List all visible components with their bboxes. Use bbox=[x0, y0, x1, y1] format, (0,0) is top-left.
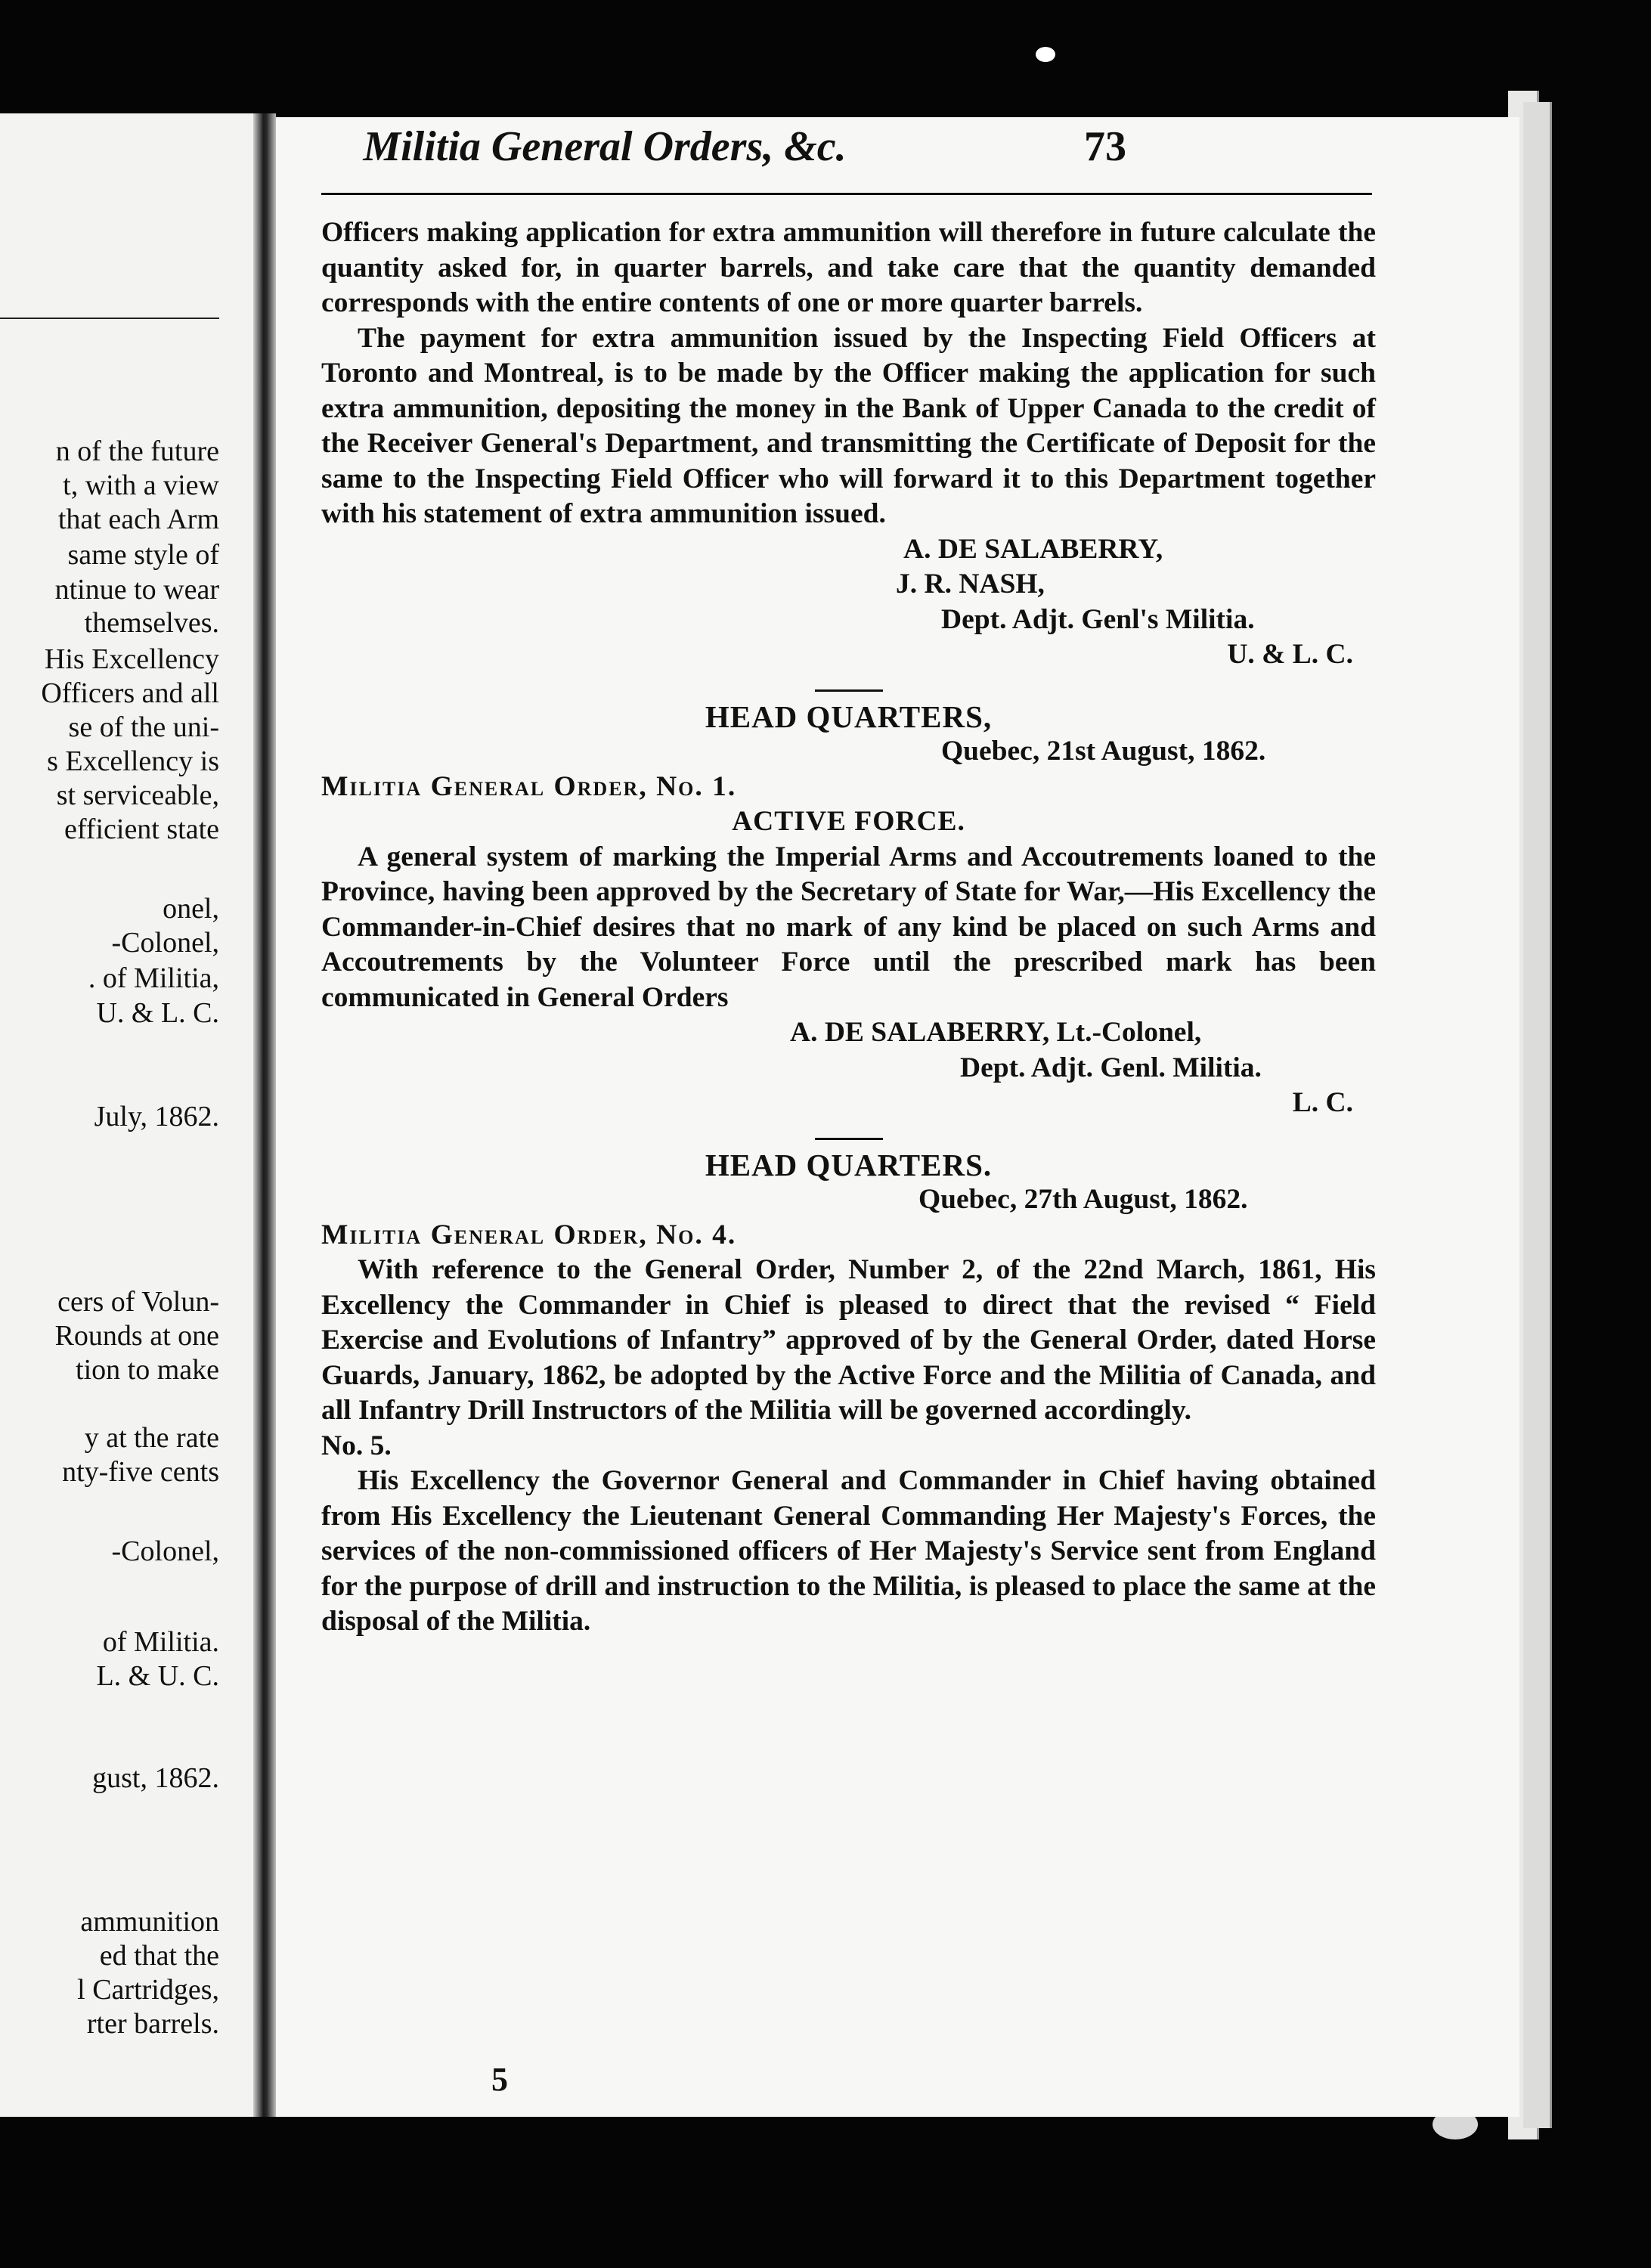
left-page-line: His Excellency bbox=[44, 643, 219, 675]
paper-speck bbox=[1036, 47, 1055, 62]
left-page-line: -Colonel, bbox=[111, 927, 219, 959]
left-page-line: themselves. bbox=[84, 607, 219, 639]
left-page-rule bbox=[0, 318, 219, 319]
left-page-line: ed that the bbox=[99, 1940, 219, 1972]
subheading-active-force: ACTIVE FORCE. bbox=[732, 806, 965, 837]
left-page-line: July, 1862. bbox=[94, 1101, 219, 1132]
heading-head-quarters: HEAD QUARTERS. bbox=[705, 1147, 993, 1182]
main-text-column bbox=[321, 215, 1376, 1640]
paragraph-marking-arms: A general system of marking the Imperial Arms and Accoutrements loaned to the Province, having been approved by the Secretary of State for War,—His Excellency the Commander-in-Chief desires that no mark of any kind be placed on such Arms and Accoutrements by the Volunteer Force until the prescribed mark has been communicated in General Orders bbox=[321, 841, 1376, 1013]
left-page-line: same style of bbox=[67, 539, 219, 571]
header-rule bbox=[321, 193, 1372, 195]
left-page-line: se of the uni- bbox=[68, 711, 219, 743]
page-number: 73 bbox=[1084, 123, 1126, 170]
paragraph-extra-ammunition: Officers making application for extra ammunition will therefore in future calculate the quantity asked for, in quarter barrels, and take care that the quantity demanded corresponds with the entire contents of one or more quarter barrels. bbox=[321, 217, 1376, 318]
left-page-line: t, with a view bbox=[63, 469, 219, 501]
section-divider bbox=[815, 1138, 883, 1140]
left-page-line: st serviceable, bbox=[56, 779, 219, 811]
left-page-line: ammunition bbox=[80, 1906, 219, 1938]
order-date: Quebec, 21st August, 1862. bbox=[941, 736, 1266, 767]
left-page-line: ntinue to wear bbox=[54, 574, 219, 606]
left-page-line: nty-five cents bbox=[62, 1456, 219, 1488]
left-page-line: Officers and all bbox=[41, 677, 219, 709]
page-edge bbox=[1523, 102, 1552, 2128]
left-page-line: U. & L. C. bbox=[96, 997, 219, 1029]
left-page-line: that each Arm bbox=[57, 503, 219, 535]
signature-nash: J. R. NASH, bbox=[896, 569, 1045, 600]
heading-head-quarters: HEAD QUARTERS, bbox=[705, 699, 993, 734]
left-page-line: Rounds at one bbox=[54, 1320, 219, 1352]
signature-title: Dept. Adjt. Genl. Militia. bbox=[960, 1052, 1262, 1083]
signature-de-salaberry: A. DE SALABERRY, bbox=[903, 533, 1163, 565]
page-header bbox=[333, 122, 1126, 183]
left-page-line: gust, 1862. bbox=[92, 1762, 219, 1794]
left-page-line: l Cartridges, bbox=[77, 1974, 219, 2006]
signature-title: Dept. Adjt. Genl's Militia. bbox=[941, 603, 1255, 635]
left-page-line: cers of Volun- bbox=[57, 1286, 219, 1318]
signature-region: L. C. bbox=[1292, 1087, 1353, 1118]
signature-region: U. & L. C. bbox=[1227, 639, 1353, 670]
left-page-line: tion to make bbox=[76, 1354, 219, 1386]
paragraph-drill-instruction: His Excellency the Governor General and Commander in Chief having obtained from His Excellency the Lieutenant General Commanding Her Majesty's Forces, the services of the non-commissioned officers of Her Majesty's Service sent from England for the purpose of drill and instruction to the Militia, is pleased to place the same at the disposal of the Militia. bbox=[321, 1465, 1376, 1637]
left-page-line: y at the rate bbox=[84, 1422, 219, 1454]
order-number: Militia General Order, No. 1. bbox=[321, 770, 737, 802]
left-page-line: L. & U. C. bbox=[96, 1660, 219, 1692]
order-number: Militia General Order, No. 4. bbox=[321, 1219, 737, 1250]
left-page-line: rter barrels. bbox=[86, 2008, 219, 2040]
signature-de-salaberry-colonel: A. DE SALABERRY, Lt.-Colonel, bbox=[790, 1017, 1202, 1048]
paragraph-payment: The payment for extra ammunition issued by the Inspecting Field Officers at Toronto and Montreal, is to be made by the Officer making the application for such extra ammunition, depositing the money in the Bank of Upper Canada to the credit of the Receiver General's Department, and transmitting the Certificate of Deposit for the same to the Inspecting Field Officer who will forward it to this Department together with his statement of extra ammunition issued. bbox=[321, 322, 1376, 529]
left-page-line: n of the future bbox=[55, 435, 219, 467]
paragraph-field-exercise: With reference to the General Order, Number 2, of the 22nd March, 1861, His Excellency the Commander in Chief is pleased to direct that the revised “ Field Exercise and Evolutions of Infantry” approved of by the General Order, dated Horse Guards, January, 1862, be adopted by the Active Force and the Militia of Canada, and all Infantry Drill Instructors of the Militia will be governed accordingly. bbox=[321, 1254, 1376, 1426]
order-date: Quebec, 27th August, 1862. bbox=[918, 1184, 1248, 1215]
left-page-line: onel, bbox=[163, 893, 219, 925]
section-divider bbox=[815, 689, 883, 692]
left-page-line: efficient state bbox=[64, 813, 219, 845]
signature-folio: 5 bbox=[491, 2061, 508, 2098]
book-gutter bbox=[253, 113, 276, 2117]
running-head: Militia General Orders, &c. bbox=[363, 123, 847, 170]
left-page-line: of Militia. bbox=[102, 1626, 219, 1658]
left-page-line: . of Militia, bbox=[88, 962, 219, 994]
left-page-line: -Colonel, bbox=[111, 1535, 219, 1567]
left-page-line: s Excellency is bbox=[47, 745, 219, 777]
order-number: No. 5. bbox=[321, 1430, 392, 1461]
